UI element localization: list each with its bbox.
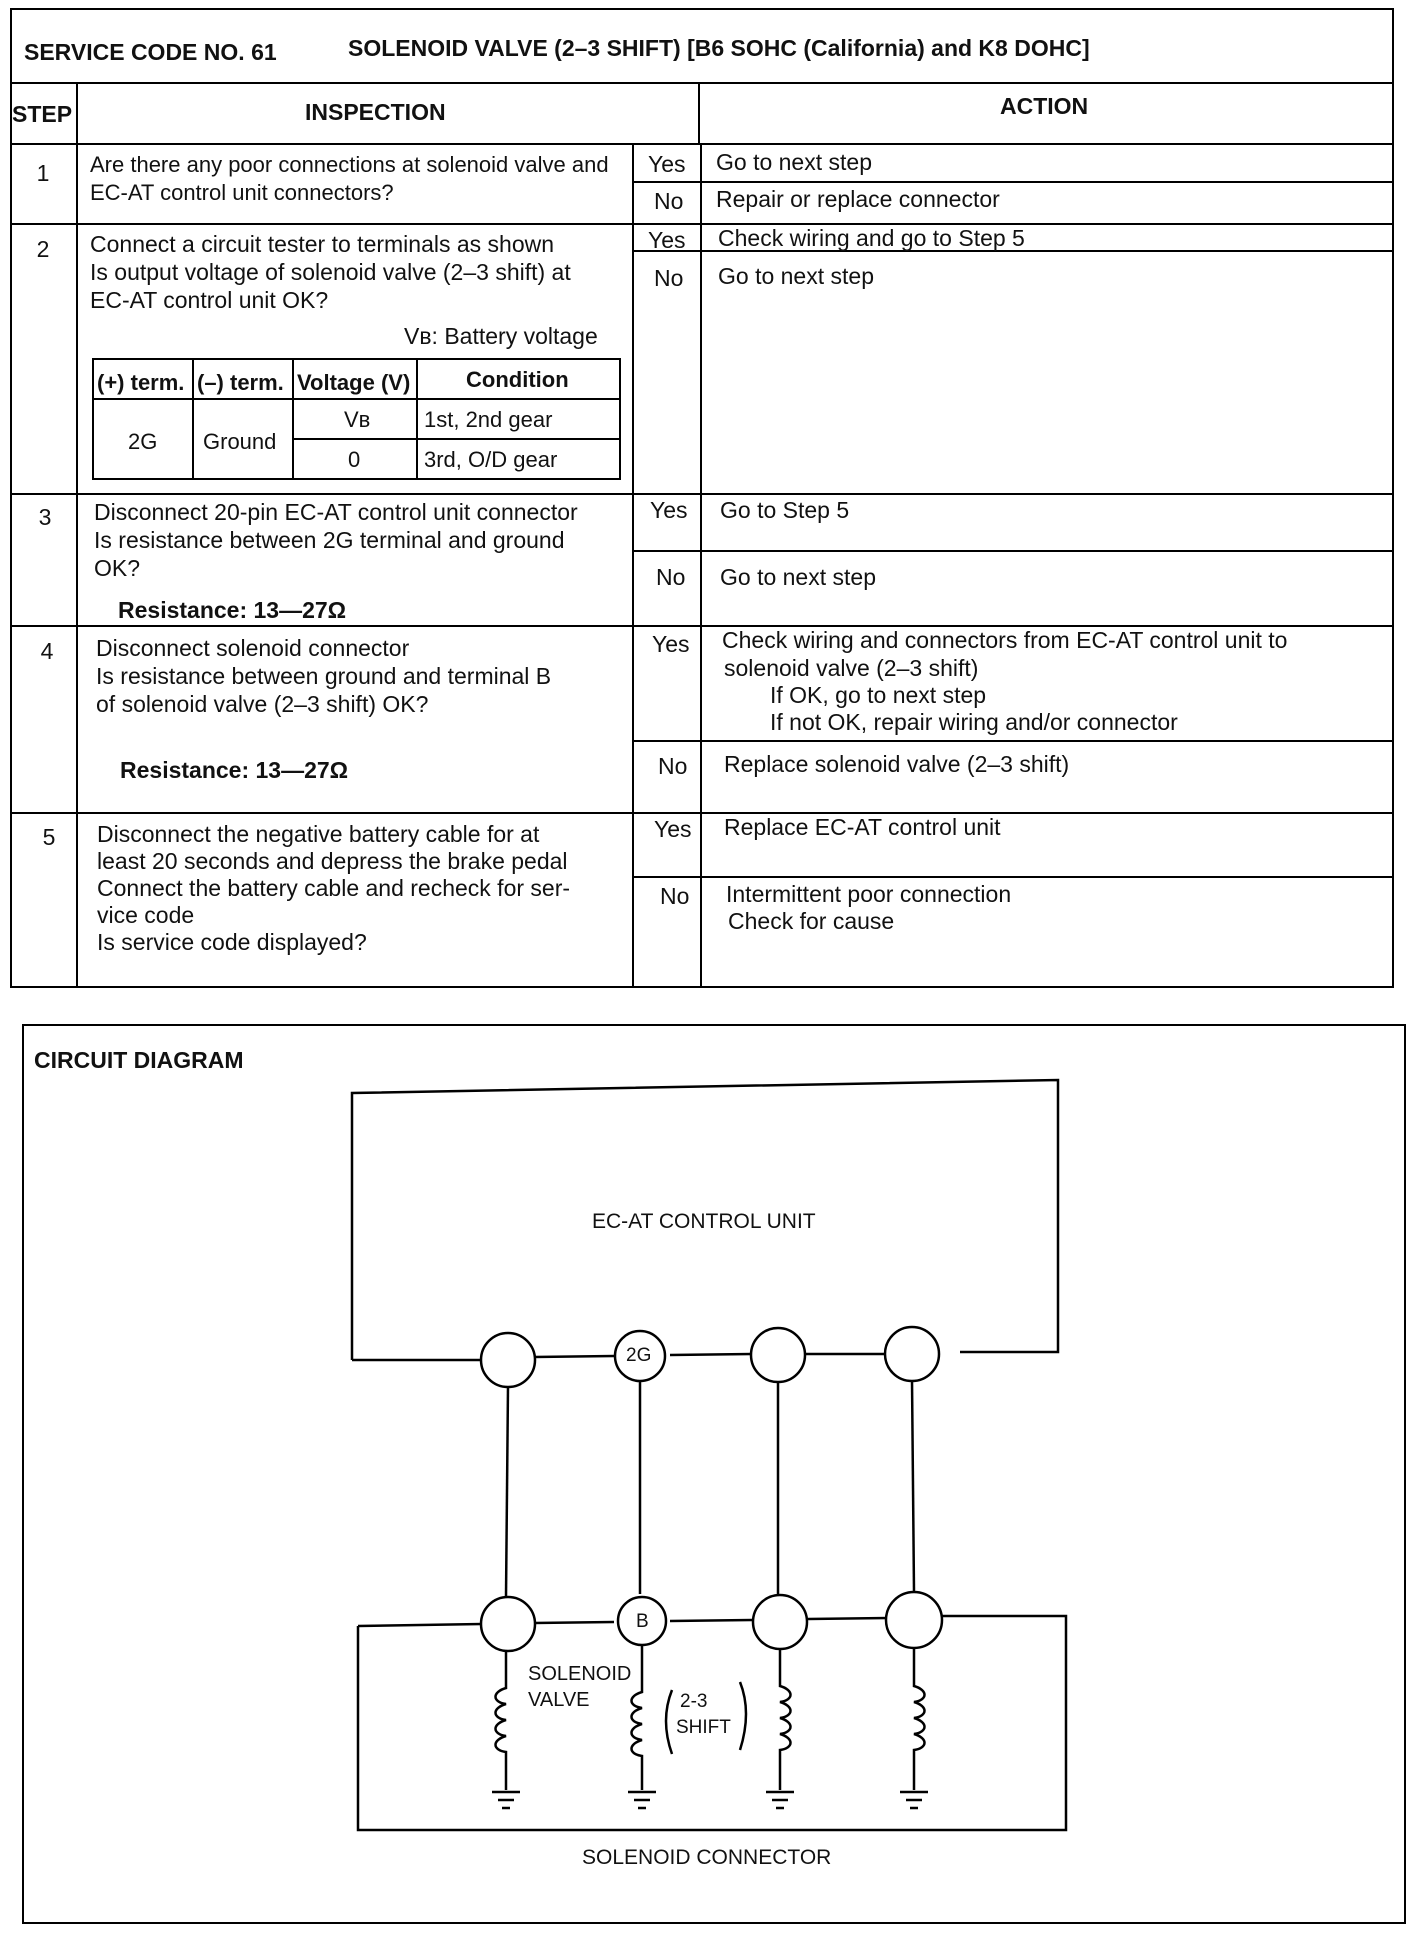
no-action: Repair or replace connector bbox=[716, 186, 1000, 212]
no-label: No bbox=[654, 265, 684, 291]
step-inspection-line: Connect a circuit tester to terminals as shown bbox=[90, 231, 555, 257]
column-inspection: INSPECTION bbox=[305, 99, 446, 125]
control-unit-label: EC-AT CONTROL UNIT bbox=[592, 1210, 816, 1233]
step-inspection-line: Disconnect 20-pin EC-AT control unit connector bbox=[94, 499, 578, 525]
terminal-circle bbox=[751, 1328, 805, 1382]
condition-value: 1st, 2nd gear bbox=[424, 407, 553, 432]
yes-action: Check wiring and go to Step 5 bbox=[718, 225, 1025, 251]
solenoid-valve-label: VALVE bbox=[528, 1689, 590, 1711]
terminal-circle bbox=[481, 1333, 535, 1387]
no-action: Replace solenoid valve (2–3 shift) bbox=[724, 751, 1070, 777]
step-number: 3 bbox=[38, 504, 52, 530]
yes-label: Yes bbox=[650, 497, 688, 523]
step-inspection-line: EC-AT control unit connectors? bbox=[90, 180, 394, 205]
step-inspection-line: Is output voltage of solenoid valve (2–3 shift) at bbox=[90, 259, 571, 285]
table-header: Voltage (V) bbox=[297, 370, 411, 395]
resistance-spec: Resistance: 13—27Ω bbox=[118, 597, 347, 623]
step-inspection-line: Is resistance between 2G terminal and ground bbox=[94, 527, 565, 553]
terminal-circle bbox=[886, 1592, 942, 1648]
table-header: Condition bbox=[466, 367, 569, 392]
step-inspection-line: Connect the battery cable and recheck for ser- bbox=[97, 875, 571, 901]
step-inspection-line: Disconnect the negative battery cable for at bbox=[97, 821, 540, 847]
minus-terminal: Ground bbox=[203, 429, 277, 454]
yes-label: Yes bbox=[648, 227, 686, 253]
shift-label: SHIFT bbox=[676, 1717, 731, 1738]
no-label: No bbox=[660, 883, 690, 909]
service-code-number: SERVICE CODE NO. 61 bbox=[24, 39, 277, 65]
column-step: STEP bbox=[12, 101, 73, 127]
step-inspection-line: EC-AT control unit OK? bbox=[90, 287, 329, 313]
yes-action: Check wiring and connectors from EC-AT control unit to bbox=[722, 627, 1288, 653]
step-inspection-line: of solenoid valve (2–3 shift) OK? bbox=[96, 691, 429, 717]
step-inspection-line: Disconnect solenoid connector bbox=[96, 635, 410, 661]
yes-action: Replace EC-AT control unit bbox=[724, 814, 1001, 840]
terminal-b-label: B bbox=[636, 1611, 649, 1632]
yes-label: Yes bbox=[648, 151, 686, 177]
no-label: No bbox=[658, 753, 688, 779]
voltage-note: Vʙ: Battery voltage bbox=[404, 323, 598, 349]
yes-action: If not OK, repair wiring and/or connector bbox=[770, 709, 1178, 735]
voltage-value: 0 bbox=[348, 447, 361, 472]
yes-label: Yes bbox=[652, 631, 690, 657]
no-label: No bbox=[654, 188, 684, 214]
step-number: 1 bbox=[36, 160, 50, 186]
column-action: ACTION bbox=[1000, 93, 1089, 119]
voltage-value: Vʙ bbox=[344, 407, 371, 432]
step-number: 2 bbox=[36, 236, 50, 262]
solenoid-connector-label: SOLENOID CONNECTOR bbox=[582, 1846, 832, 1869]
step-inspection-line: least 20 seconds and depress the brake pedal bbox=[97, 848, 568, 874]
terminal-circle bbox=[753, 1595, 807, 1649]
step-inspection-line: Are there any poor connections at solenoid valve and bbox=[90, 152, 609, 177]
plus-terminal: 2G bbox=[128, 429, 158, 454]
service-code-title: SOLENOID VALVE (2–3 SHIFT) [B6 SOHC (California) and K8 DOHC] bbox=[348, 35, 1090, 61]
step-number: 5 bbox=[42, 824, 56, 850]
yes-action: solenoid valve (2–3 shift) bbox=[724, 655, 979, 681]
no-action: Go to next step bbox=[720, 564, 876, 590]
no-action: Go to next step bbox=[718, 263, 874, 289]
terminal-2g-label: 2G bbox=[626, 1345, 652, 1366]
diagram-title: CIRCUIT DIAGRAM bbox=[34, 1047, 244, 1073]
yes-action: Go to next step bbox=[716, 149, 872, 175]
no-action: Check for cause bbox=[728, 908, 895, 934]
condition-value: 3rd, O/D gear bbox=[424, 447, 558, 472]
terminal-circle bbox=[885, 1327, 939, 1381]
shift-label: 2-3 bbox=[680, 1691, 708, 1712]
step-inspection-line: Is resistance between ground and terminal B bbox=[96, 663, 552, 689]
table-header: (+) term. bbox=[97, 370, 185, 395]
terminal-circle bbox=[481, 1597, 535, 1651]
resistance-spec: Resistance: 13—27Ω bbox=[120, 757, 349, 783]
yes-action: Go to Step 5 bbox=[720, 497, 850, 523]
yes-action: If OK, go to next step bbox=[770, 682, 987, 708]
no-action: Intermittent poor connection bbox=[726, 881, 1012, 907]
step-inspection-line: vice code bbox=[97, 902, 195, 928]
yes-label: Yes bbox=[654, 816, 692, 842]
step-inspection-line: Is service code displayed? bbox=[97, 929, 367, 955]
solenoid-valve-label: SOLENOID bbox=[528, 1663, 632, 1685]
table-header: (–) term. bbox=[197, 370, 284, 395]
no-label: No bbox=[656, 564, 686, 590]
step-inspection-line: OK? bbox=[94, 555, 141, 581]
step-number: 4 bbox=[40, 638, 54, 664]
